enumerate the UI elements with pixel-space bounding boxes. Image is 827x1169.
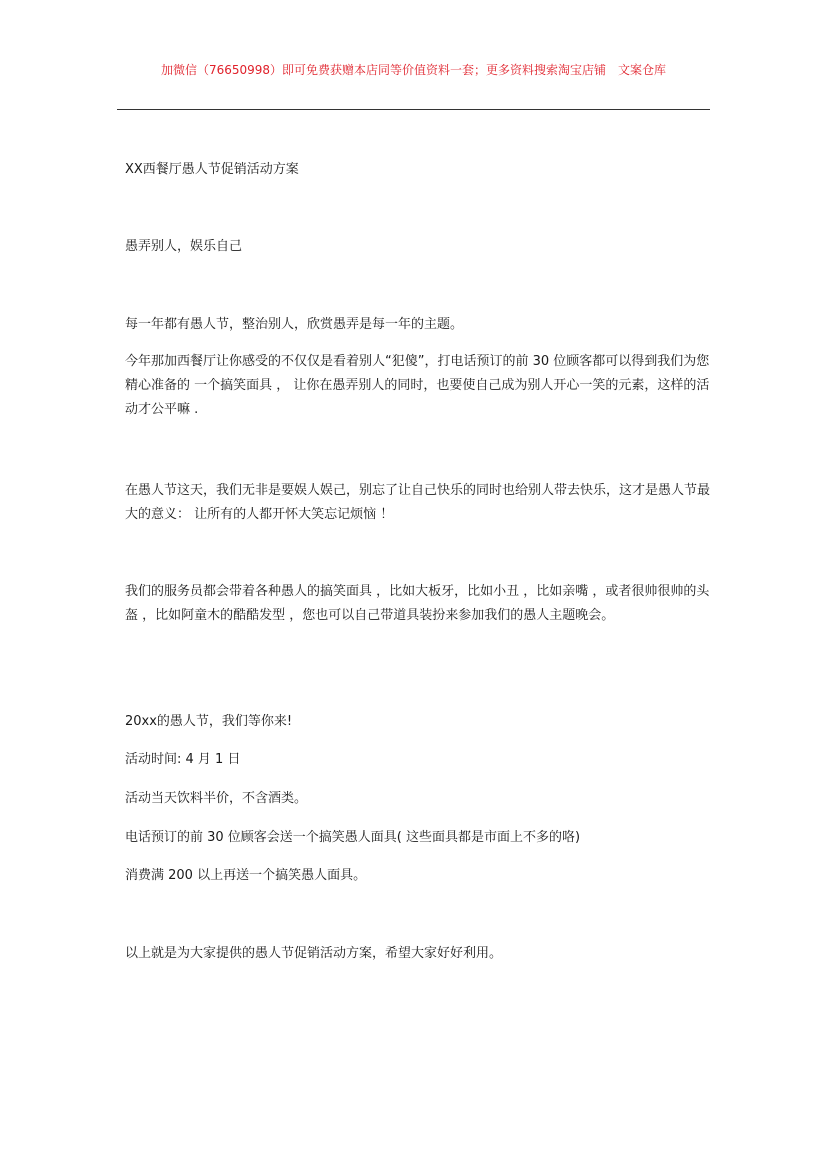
document-title: XX西餐厅愚人节促销活动方案 xyxy=(125,162,299,177)
paragraph-4: 我们的服务员都会带着各种愚人的搞笑面具 ，比如大板牙，比如小丑 ，比如亲嘴 ，或者很帅很帅的头盔 ，比如阿童木的酷酷发型 ，您也可以自己带道具装扮来参加我们的愚人主题晚会。 xyxy=(125,584,710,623)
header-divider xyxy=(117,109,710,110)
closing-line: 以上就是为大家提供的愚人节促销活动方案，希望大家好好利用。 xyxy=(125,946,503,961)
detail-activity-time: 活动时间: 4 月 1 日 xyxy=(125,752,241,767)
header-promo-note: 加微信（76650998）即可免费获赠本店同等价值资料一套；更多资料搜索淘宝店铺 文案仓库 xyxy=(160,63,667,77)
detail-phone-booking: 电话预订的前 30 位顾客会送一个搞笑愚人面具( 这些面具都是市面上不多的咯) xyxy=(125,830,581,845)
paragraph-1: 每一年都有愚人节，整治别人，欣赏愚弄是每一年的主题。 xyxy=(125,317,464,332)
paragraph-2: 今年那加西餐厅让你感受的不仅仅是看着别人“犯傻”，打电话预订的前 30 位顾客都可以得到我们为您精心准备的 一个搞笑面具 ， 让你在愚弄别人的同时，也要使自己成为别人开心一笑的元素，这样的活动才公平嘛 . xyxy=(125,354,710,417)
document-slogan: 愚弄别人，娱乐自己 xyxy=(125,239,243,254)
invite-line: 20xx的愚人节，我们等你来! xyxy=(125,714,293,729)
detail-spend-gift: 消费满 200 以上再送一个搞笑愚人面具。 xyxy=(125,868,367,883)
paragraph-3: 在愚人节这天，我们无非是要娱人娱己，别忘了让自己快乐的同时也给别人带去快乐，这才是愚人节最大的意义： 让所有的人都开怀大笑忘记烦恼 ！ xyxy=(125,483,711,522)
detail-drinks: 活动当天饮料半价，不含酒类。 xyxy=(125,791,308,806)
